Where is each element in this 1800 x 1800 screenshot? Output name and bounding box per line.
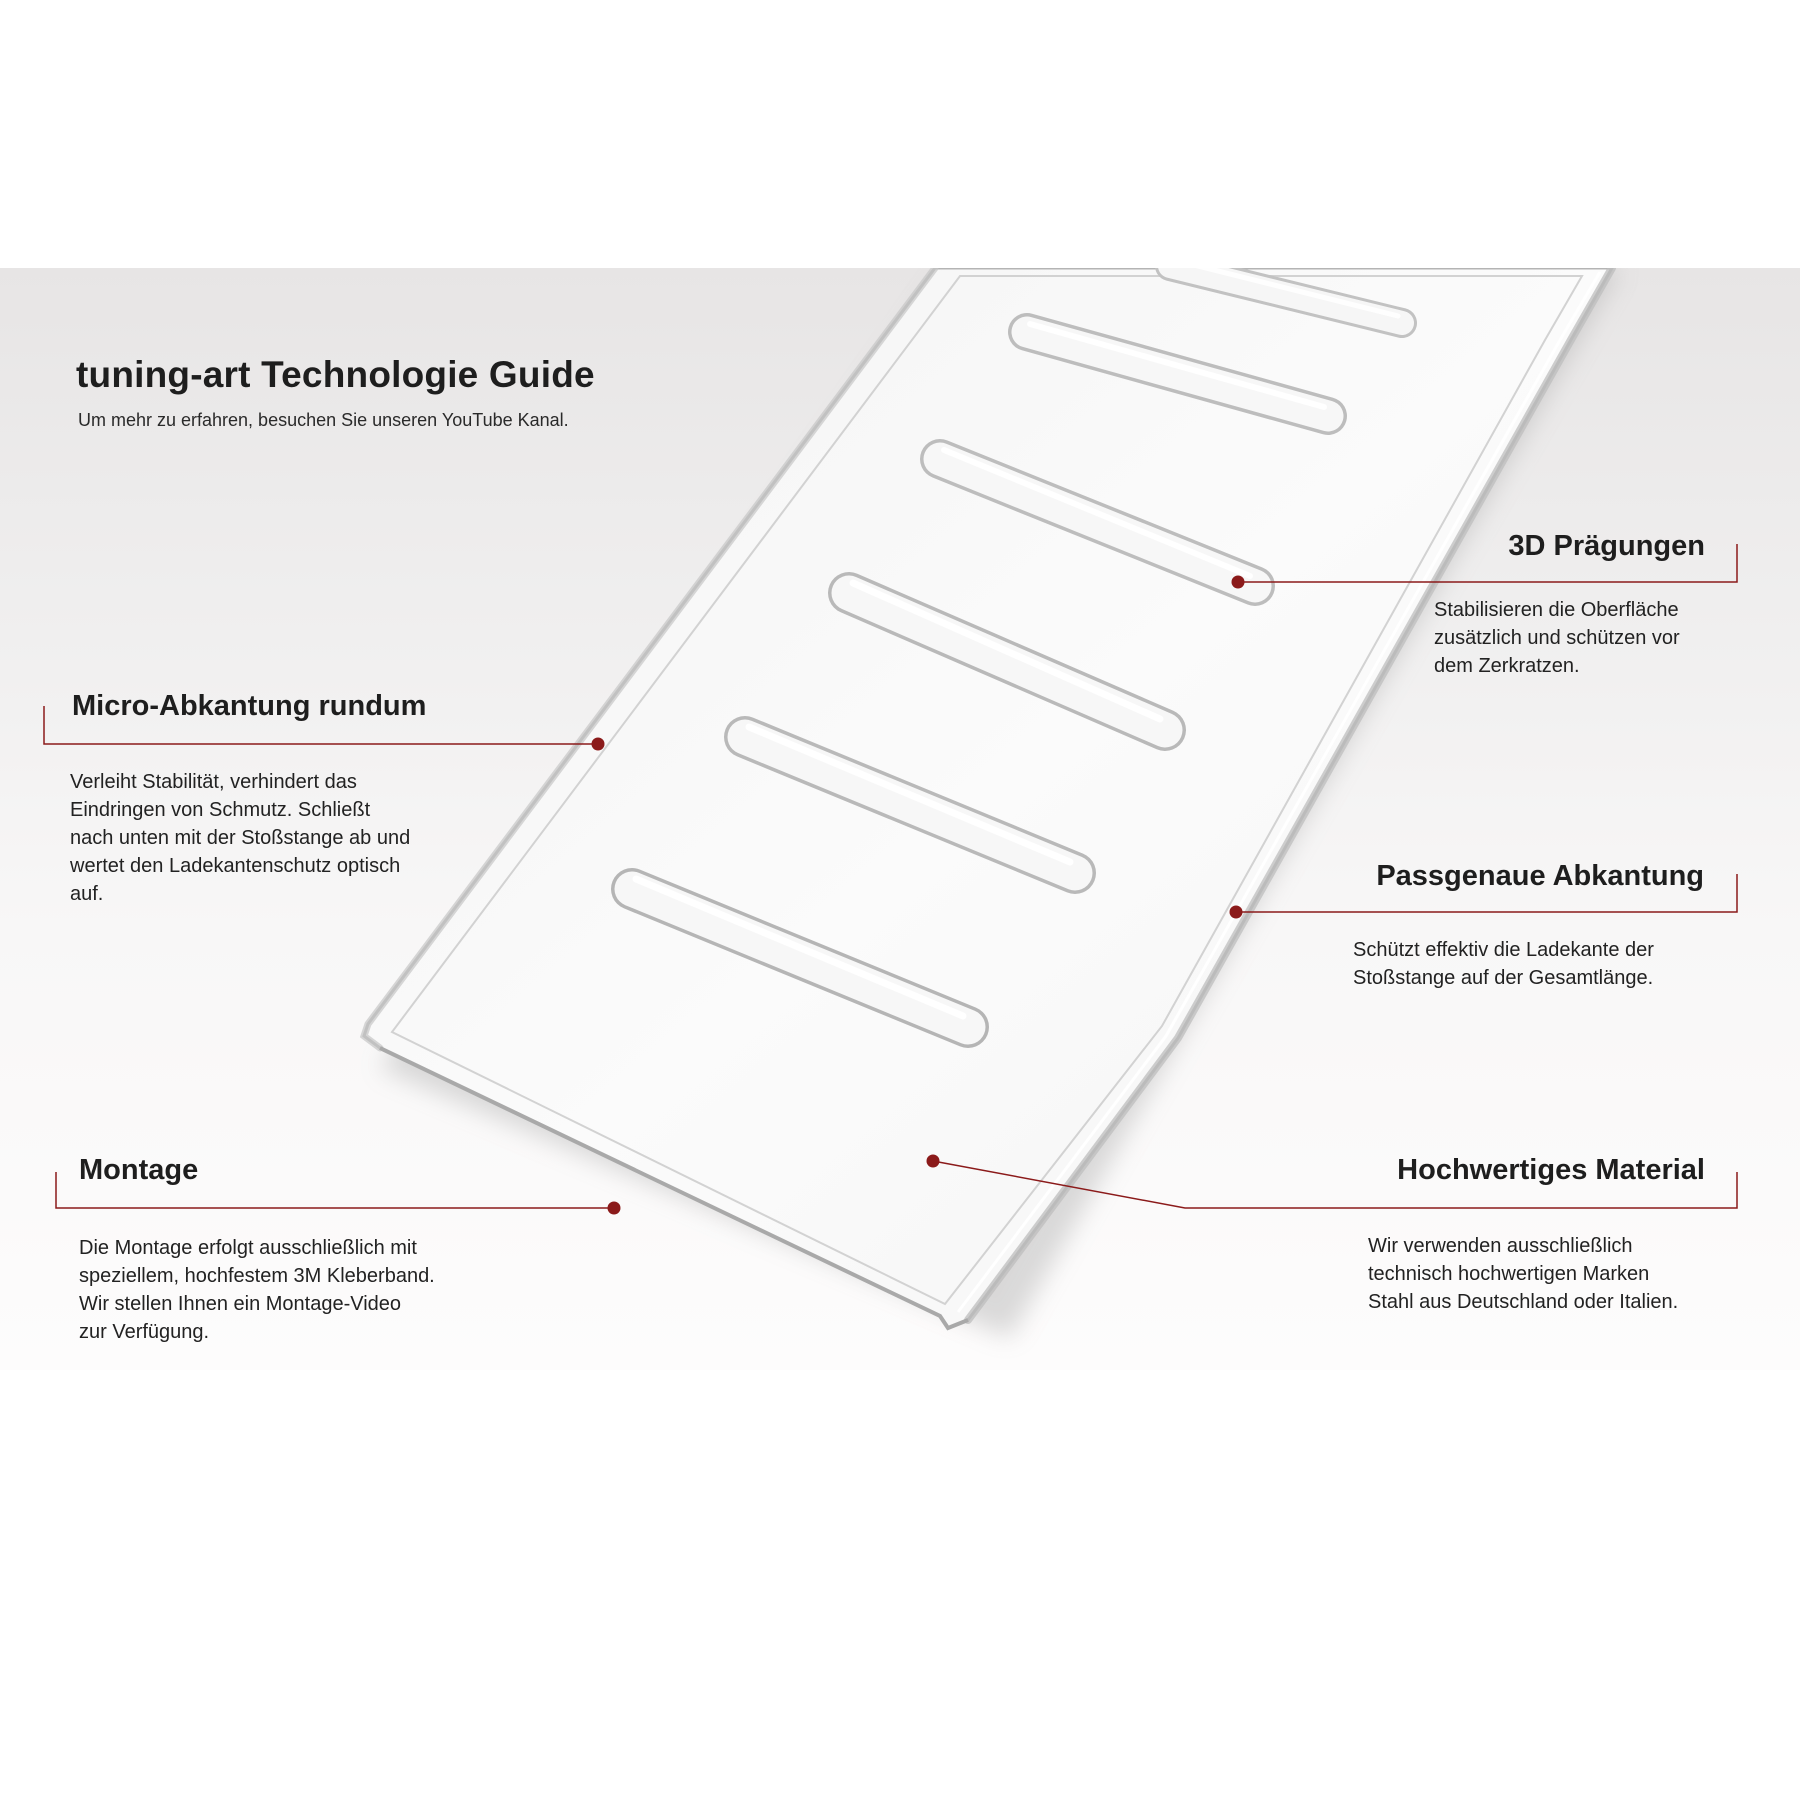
callout-montage-dot — [608, 1202, 621, 1215]
feature-description-micro-abkantung: Verleiht Stabilität, verhindert das Eindringen von Schmutz. Schließt nach unten mit der Stoßstange ab und wertet den Ladekantenschutz optisch auf. — [70, 771, 411, 905]
callout-passgenau-dot — [1230, 906, 1243, 919]
feature-title-3d-praegungen: 3D Prägungen — [1508, 530, 1705, 562]
callout-material-dot — [927, 1155, 940, 1168]
callout-3d-dot — [1232, 576, 1245, 589]
page-title: tuning-art Technologie Guide — [76, 354, 595, 395]
feature-description-montage: Die Montage erfolgt ausschließlich mit speziellem, hochfestem 3M Kleberband. Wir stellen Ihnen ein Montage-Video zur Verfügung. — [79, 1237, 435, 1343]
callout-micro-dot — [592, 738, 605, 751]
feature-description-passgenaue-abkantung: Schützt effektiv die Ladekante der Stoßstange auf der Gesamtlänge. — [1353, 939, 1654, 989]
feature-description-3d-praegungen: Stabilisieren die Oberfläche zusätzlich und schützen vor dem Zerkratzen. — [1434, 599, 1680, 677]
guide-panel — [0, 268, 1800, 1370]
feature-title-passgenaue-abkantung: Passgenaue Abkantung — [1376, 860, 1704, 892]
page-subtitle: Um mehr zu erfahren, besuchen Sie unseren YouTube Kanal. — [78, 410, 569, 430]
feature-title-micro-abkantung: Micro-Abkantung rundum — [72, 690, 427, 722]
feature-description-hochwertiges-material: Wir verwenden ausschließlich technisch hochwertigen Marken Stahl aus Deutschland oder Italien. — [1368, 1235, 1679, 1313]
feature-title-hochwertiges-material: Hochwertiges Material — [1397, 1154, 1705, 1186]
feature-title-montage: Montage — [79, 1154, 199, 1186]
